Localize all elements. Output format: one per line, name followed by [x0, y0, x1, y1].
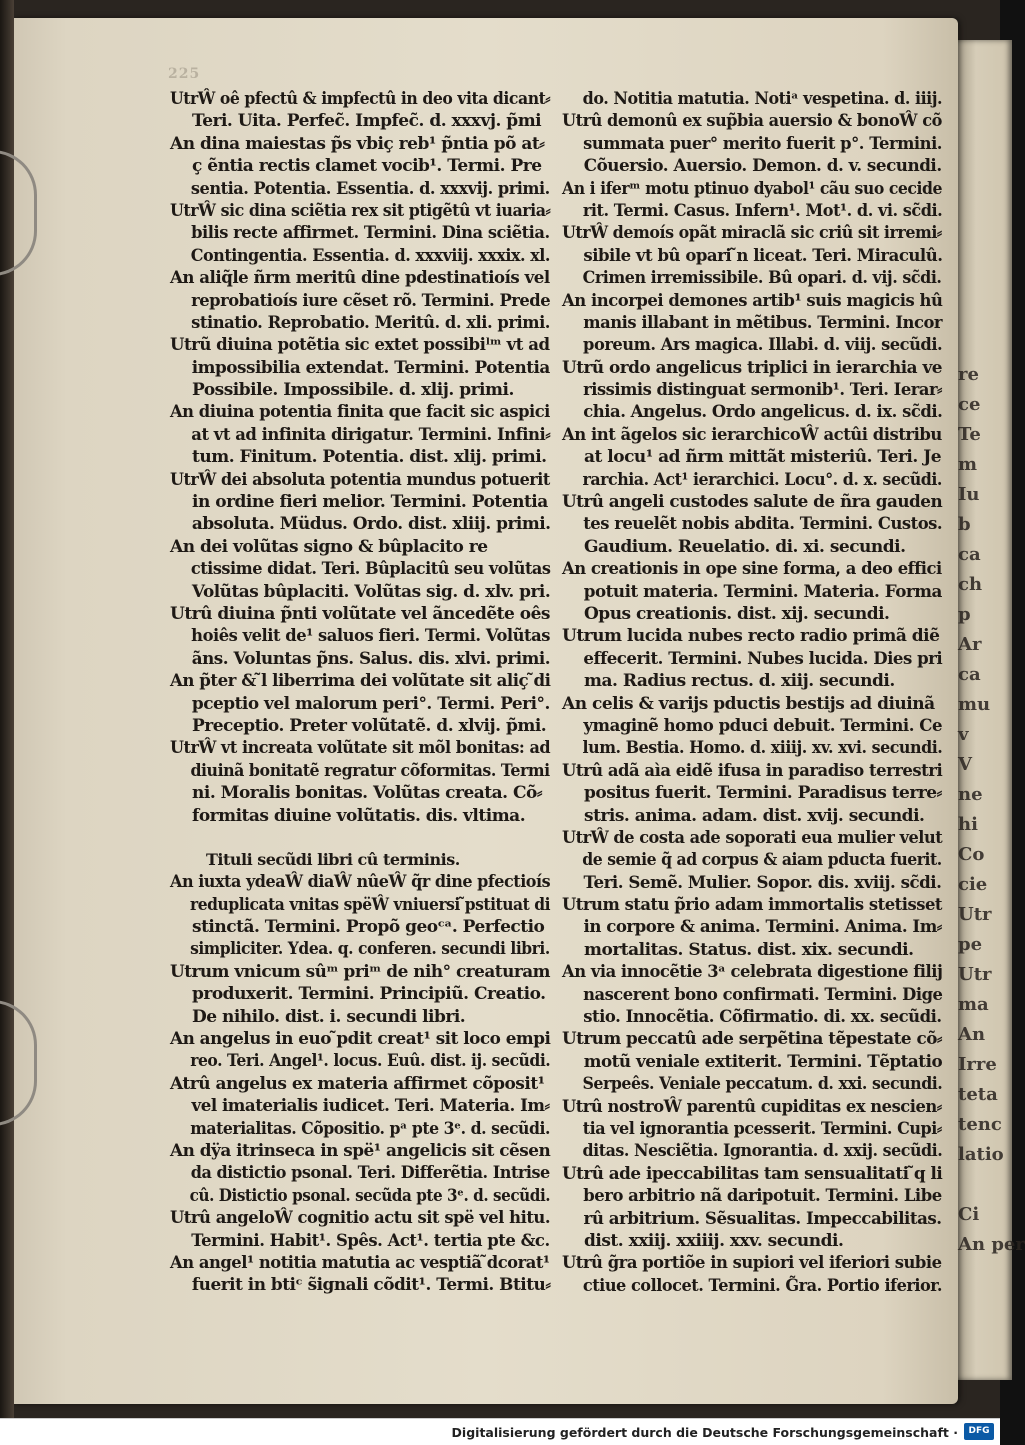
facing-page-text-fragments: [958, 360, 1025, 1260]
text-line: in corpore & anima. Termini. Anima. Im⸗: [583, 917, 942, 938]
text-line: materialitas. Cõpositio. pᵃ pte 3ᵉ. d. secũdi.: [190, 1118, 550, 1139]
edge-fragment: pe: [958, 934, 983, 955]
section-heading: Tituli secũdi libri cû terminis.: [206, 849, 460, 869]
text-line: hoiês velit de¹ saluos fieri. Termi. Volũtas: [191, 626, 550, 647]
text-column-left: [170, 88, 550, 1297]
text-line: potuit materia. Termini. Materia. Forma: [583, 581, 942, 602]
text-line: Utrû adã aìa eidẽ ifusa in paradiso terrestri: [562, 760, 943, 781]
text-line: bilis recte affirmet. Termini. Dina sciẽtia.: [191, 223, 550, 244]
text-line: Utrû diuina p̃nti volũtate vel ãncedẽte oês: [170, 603, 550, 624]
text-line: impossibilia extendat. Termini. Potentia: [191, 357, 550, 378]
text-line: vel imaterialis iudicet. Teri. Materia. Im⸗: [191, 1096, 550, 1117]
text-line: Volũtas bûplaciti. Volũtas sig. d. xlv. pri.: [191, 581, 551, 602]
text-line: stinctã. Termini. Propõ geoᶜᵃ. Perfectio: [192, 917, 545, 938]
text-line: Cõuersio. Auersio. Demon. d. v. secundi.: [583, 156, 942, 177]
text-line: Utrũ ordo angelicus triplici in ierarchia ve: [562, 357, 943, 378]
text-line: reduplicata vnitas spëŴ vniuersi ̃pstituat di: [190, 894, 551, 915]
text-line: de semie q̃ ad corpus & aiam pducta fuerit.: [582, 850, 942, 871]
edge-fragment: Ci: [958, 1204, 980, 1225]
text-line: An creationis in ope sine forma, a deo effici: [562, 559, 942, 580]
text-line: fuerit in btiᶜ s̃ignali cõdit¹. Termi. Btitu⸗: [191, 1275, 551, 1296]
text-line: UtrŴ oê pfectû & impfectû in deo vita dicant⸗: [170, 89, 551, 109]
text-line: ni. Moralis bonitas. Volũtas creata. Cõ⸗: [192, 783, 543, 804]
text-line: lum. Bestia. Homo. d. xiiij. xv. xvi. secundi.: [582, 738, 943, 759]
text-line: ctiue collocet. Termini. G̃ra. Portio iferior.: [582, 1275, 942, 1296]
text-line: Crimen irremissibile. Bû opari. d. vij. sc̃di.: [582, 268, 942, 289]
text-line: ãns. Voluntas p̃ns. Salus. dis. xlvi. primi.: [191, 648, 551, 669]
text-line: An diuina potentia finita que facit sic aspici: [170, 402, 550, 423]
text-line: UtrŴ vt increata volũtate sit mõl bonitas: ad: [170, 738, 551, 759]
text-line: Utrû angeloŴ cognitio actu sit spë vel hitu.: [170, 1208, 551, 1229]
text-line: in ordine fieri melior. Termini. Potentia: [192, 492, 548, 513]
text-line: An angelus in euo ̃pdit creat¹ sit loco empi: [170, 1029, 551, 1050]
text-line: Utrû angeli custodes salute de ñra gauden: [562, 492, 943, 513]
edge-fragment: An per: [958, 1234, 1025, 1255]
text-line: An int ãgelos sic ierarchicoŴ actûi distribu: [562, 424, 942, 445]
text-line: motũ veniale extiterit. Termini. Tẽptatio: [583, 1051, 943, 1072]
text-line: ditas. Nesciẽtia. Ignorantia. d. xxij. secũdi.: [582, 1141, 943, 1162]
text-line: Utrum peccatû ade serpẽtina tẽpestate cõ⸗: [562, 1029, 942, 1050]
text-line: ma. Radius rectus. d. xiij. secundi.: [584, 671, 895, 692]
text-line: An celis & varijs pductis bestijs ad diuinã: [562, 693, 935, 714]
text-line: An via innocẽtie 3ᵃ celebrata digestione filij: [562, 962, 943, 983]
edge-fragment: ca: [958, 664, 981, 685]
edge-fragment: ch: [958, 574, 983, 595]
text-line: An i iferᵐ motu ptinuo dyabol¹ cãu suo cecide: [562, 178, 943, 199]
text-line: stinatio. Reprobatio. Meritû. d. xli. primi.: [191, 312, 551, 333]
text-line: An angel¹ notitia matutia ac vesptiã ̃dcorat¹: [170, 1252, 550, 1273]
text-line: stio. Innocẽtia. Cõfirmatio. di. xx. secũdi.: [583, 1007, 942, 1028]
edge-fragment: ce: [958, 394, 981, 415]
text-line: absoluta. Müdus. Ordo. dist. xliij. primi.: [191, 514, 551, 535]
text-line: diuinã bonitatẽ regratur cõformitas. Termi: [190, 760, 550, 781]
edge-fragment: b: [958, 514, 971, 535]
text-line: Utrû nostroŴ parentû cupiditas ex nescien⸗: [562, 1096, 942, 1117]
text-line: Gaudium. Reuelatio. di. xi. secundi.: [584, 536, 906, 557]
text-line: UtrŴ dei absoluta potentia mundus potuerit: [170, 469, 550, 490]
text-line: Utrû ade ipeccabilitas tam sensualitati ̃q li: [562, 1163, 943, 1184]
text-line: ctissime didat. Teri. Bûplacitû seu volũtas: [190, 559, 551, 580]
text-line: Atrû angelus ex materia affirmet cõposit¹: [170, 1073, 545, 1094]
text-line: mortalitas. Status. dist. xix. secundi.: [584, 939, 914, 960]
edge-fragment: ne: [958, 784, 983, 805]
edge-fragment: teta: [958, 1084, 998, 1105]
edge-fragment: latio: [958, 1144, 1004, 1165]
folio-number: 225: [168, 66, 201, 82]
text-line: An p̃ter & ̃l liberrima dei volũtate sit aliç ̃di: [170, 671, 551, 692]
text-line: at vt ad infinita dirigatur. Termini. Infini⸗: [191, 424, 551, 445]
text-line: Teri. Semẽ. Mulier. Sopor. dis. xviij. sc̃di.: [583, 872, 942, 893]
text-line: chia. Angelus. Ordo angelicus. d. ix. sc̃di.: [583, 402, 943, 423]
text-line: sentia. Potentia. Essentia. d. xxxvij. primi.: [190, 178, 550, 199]
text-line: Possibile. Impossibile. d. xlij. primi.: [192, 380, 514, 401]
edge-fragment: re: [958, 364, 979, 385]
edge-fragment: v: [958, 724, 969, 745]
text-line: poreum. Ars magica. Illabi. d. viij. secũdi.: [583, 335, 943, 356]
edge-fragment: p: [958, 604, 971, 625]
edge-fragment: hi: [958, 814, 978, 835]
text-line: rissimis distinguat sermonib¹. Teri. Ierar⸗: [583, 380, 943, 401]
text-line: rû arbitrium. Sẽsualitas. Impeccabilitas.: [583, 1208, 942, 1229]
text-line: stris. anima. adam. dist. xvij. secundi.: [584, 805, 925, 826]
edge-fragment: Utr: [958, 904, 992, 925]
text-line: Termini. Habit¹. Spês. Act¹. tertia pte &c.: [191, 1230, 550, 1251]
text-line: Teri. Uita. Perfec̃. Impfec̃. d. xxxvj. p̃mi: [192, 111, 542, 132]
text-column-right: [562, 88, 942, 1297]
text-line: nascerent bono confirmati. Termini. Dige: [583, 984, 943, 1005]
text-line: Utrum statu p̃rio adam immortalis stetisset: [562, 895, 943, 916]
text-line: De nihilo. dist. i. secundi libri.: [192, 1006, 466, 1027]
text-line: An aliq̃le ñrm meritû dine pdestinatioís vel: [170, 268, 550, 289]
edge-fragment: Co: [958, 844, 985, 865]
edge-fragment: V: [958, 754, 972, 775]
text-line: produxerit. Termini. Principiũ. Creatio.: [192, 984, 546, 1005]
edge-fragment: Te: [958, 424, 981, 445]
text-line: effecerit. Termini. Nubes lucida. Dies pri: [583, 648, 943, 669]
text-line: Utrum vnicum sûᵐ priᵐ de nih° creaturam: [170, 961, 551, 982]
text-line: UtrŴ demoís opãt miraclã sic criû sit irremi⸗: [562, 223, 942, 244]
text-line: An incorpei demones artib¹ suis magicis hû: [562, 290, 943, 311]
text-line: Utrũ diuina potẽtia sic extet possibiˡᵐ vt ad: [170, 335, 550, 356]
text-line: Opus creationis. dist. xij. secundi.: [584, 603, 890, 624]
text-line: tes reuelẽt nobis abdita. Termini. Custos.: [583, 514, 943, 535]
text-line: tia vel ignorantia pcesserit. Termini. Cupi⸗: [582, 1118, 942, 1139]
text-line: UtrŴ de costa ade soporati eua mulier velut: [562, 827, 943, 848]
text-line: Utrû demonû ex sup̃bia auersio & bonoŴ cõ: [562, 111, 942, 132]
dfg-logo: DFG: [964, 1423, 994, 1440]
text-line: dist. xxiij. xxiiij. xxv. secundi.: [584, 1230, 844, 1251]
text-line: cû. Distictio psonal. secũda pte 3ᵉ. d. secũdi.: [189, 1185, 551, 1206]
text-line: reo. Teri. Angel¹. locus. Euû. dist. ij. secũdi.: [190, 1051, 551, 1072]
text-line: summata puer° merito fuerit p°. Termini.: [583, 133, 943, 154]
edge-fragment: cie: [958, 874, 988, 895]
text-line: An dÿa itrinseca in spë¹ angelicis sit cẽsen: [170, 1140, 551, 1161]
edge-fragment: Iu: [958, 484, 980, 505]
text-line: Utrû g̃ra portiõe in supiori vel iferiori subie: [562, 1253, 942, 1274]
text-line: da distictio psonal. Teri. Differẽtia. Intrise: [190, 1163, 550, 1184]
edge-fragment: ma: [958, 994, 989, 1015]
footer-bar: [0, 1418, 1000, 1445]
text-line: sibile vt bû opari ̃n liceat. Teri. Miraculû.: [583, 245, 943, 266]
edge-fragment: Ar: [958, 634, 982, 655]
text-line: reprobatioís iure cẽset rõ. Termini. Prede: [191, 290, 551, 311]
text-line: ymaginẽ homo pduci debuit. Termini. Ce: [583, 715, 942, 736]
edge-fragment: ca: [958, 544, 981, 565]
edge-fragment: Utr: [958, 964, 992, 985]
text-line: bero arbitrio nã daripotuit. Termini. Libe: [583, 1186, 942, 1207]
text-line: manis illabant in mẽtibus. Termini. Incor: [583, 312, 943, 333]
text-line: ç ẽntia rectis clamet vocib¹. Termi. Pre: [192, 156, 542, 177]
edge-fragment: Irre: [958, 1054, 997, 1075]
text-line: An dina maiestas p̃s vbiç reb¹ p̃ntia põ at⸗: [170, 133, 545, 154]
text-line: rit. Termi. Casus. Infern¹. Mot¹. d. vi. sc̃di.: [582, 200, 943, 221]
text-line: An dei volũtas signo & bûplacito re: [170, 536, 488, 557]
text-line: tum. Finitum. Potentia. dist. xlij. primi.: [192, 447, 547, 468]
text-line: do. Notitia matutia. Notiᵃ vespetina. d. iiij.: [582, 89, 943, 109]
text-line: positus fuerit. Termini. Paradisus terre⸗: [584, 783, 942, 804]
text-line: An iuxta ydeaŴ diaŴ nûeŴ q̃r dine pfectioís: [170, 872, 551, 893]
edge-fragment: An: [958, 1024, 986, 1045]
text-line: simpliciter. Ydea. q. conferen. secundi libri.: [190, 939, 550, 960]
text-line: Preceptio. Preter volũtatẽ. d. xlvij. p̃mi.: [192, 715, 547, 736]
text-line: UtrŴ sic dina sciẽtia rex sit ptigẽtû vt iuaria⸗: [170, 200, 551, 221]
edge-fragment: mu: [958, 694, 991, 715]
text-line: pceptio vel malorum peri°. Termi. Peri°.: [191, 693, 550, 714]
edge-fragment: [958, 1170, 1025, 1200]
text-line: Contingentia. Essentia. d. xxxviij. xxxix. xl.: [190, 245, 551, 266]
text-line: Utrum lucida nubes recto radio primã diẽ: [562, 626, 940, 647]
text-line: [170, 827, 550, 849]
text-line: at locu¹ ad ñrm mittãt misteriû. Teri. Je: [584, 447, 942, 468]
edge-fragment: m: [958, 454, 978, 475]
text-line: formitas diuine volũtatis. dis. vltima.: [192, 805, 526, 826]
edge-fragment: tenc: [958, 1114, 1002, 1135]
funding-notice: Digitalisierung gefördert durch die Deutsche Forschungsgemeinschaft ·: [451, 1425, 958, 1440]
text-line: Serpeês. Veniale peccatum. d. xxi. secundi.: [582, 1074, 943, 1095]
text-line: rarchia. Act¹ ierarchici. Locu°. d. x. secũdi.: [582, 469, 942, 490]
